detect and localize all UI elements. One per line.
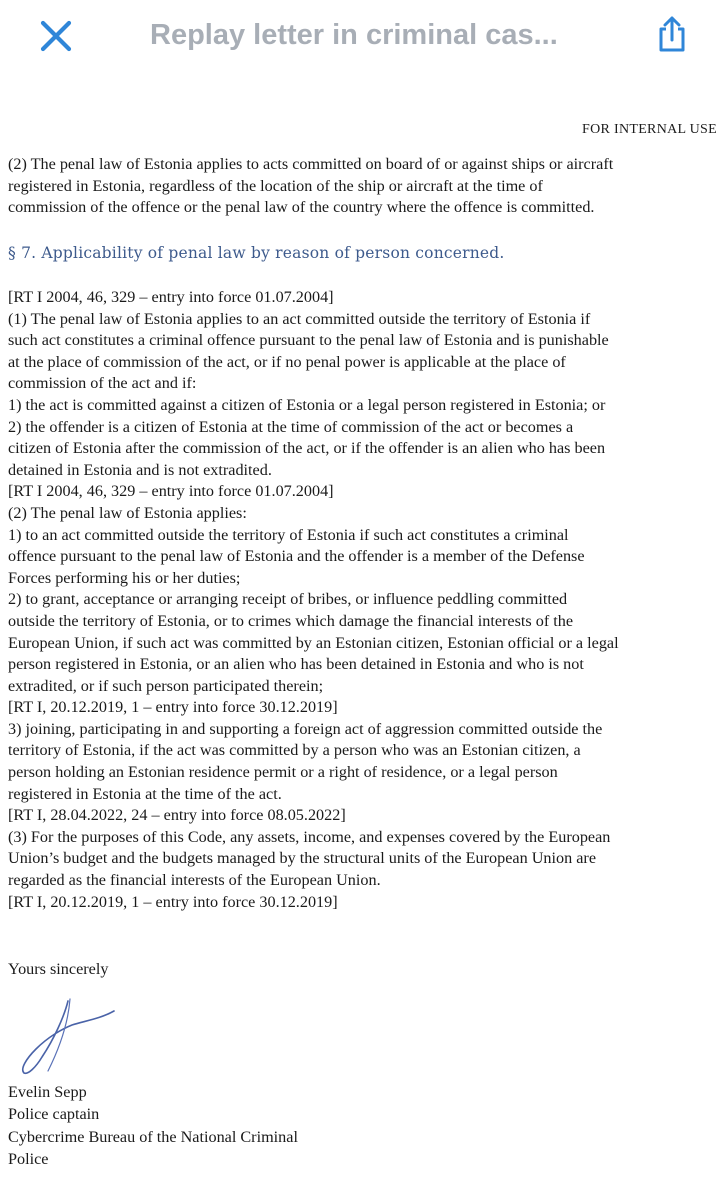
internal-use-label: FOR INTERNAL USE — [582, 122, 717, 137]
signature-icon — [10, 995, 130, 1085]
signer-unit-continued: Police — [8, 1150, 49, 1168]
paragraph-ships-aircraft: (2) The penal law of Estonia applies to acts committed on board of or against ships or aircraft registered in Estonia, regardless of the location of the ship or aircraft at the time of commission of the offence or the penal law of the country where the offence is committed. — [8, 155, 614, 217]
share-icon — [652, 14, 692, 54]
section-heading: § 7. Applicability of penal law by reason of person concerned. — [8, 244, 505, 262]
closing-text: Yours sincerely — [8, 960, 109, 978]
document-title: Replay letter in criminal cas... — [150, 19, 558, 51]
paragraph-person-concerned: [RT I 2004, 46, 329 – entry into force 01.07.2004] (1) The penal law of Estonia applies to an act committed outside the territory of Estonia if such act constitutes a criminal offence pursuant to the penal law of Estonia and is punishable at the place of commission of the act, or if no penal power is applicable at the place of commission of the act and if: 1) the act is committed against a citizen of Estonia or a legal person registered in Estonia; or 2) the offender is a citizen of Estonia at the time of commission of the act or becomes a citizen of Estonia after the commission of the act, or if the offender is an alien who has been detained in Estonia and is not extradited. [RT I 2004, 46, 329 – entry into force 01.07.2004] (2) The penal law of Estonia applies: 1) to an act committed outside the territory of Estonia if such act constitutes a criminal offence pursuant to the penal law of Estonia and the offender is a member of the Defense Forces performing his or her duties; 2) to grant, acceptance or arranging receipt of bribes, or influence peddling committed outside the territory of Estonia, or to crimes which damage the financial interests of the European Union, if such act was committed by an Estonian citizen, Estonian official or a legal person registered in Estonia, or an alien who has been detained in Estonia and who is not extradited, or if such person participated therein; [RT I, 20.12.2019, 1 – entry into force 30.12.2019] 3) joining, participating in and supporting a foreign act of aggression committed outside the territory of Estonia, if the act was committed by a person who was an Estonian citizen, a person holding an Estonian residence permit or a right of residence, or a legal person registered in Estonia at the time of the act. [RT I, 28.04.2022, 24 – entry into force 08.05.2022] (3) For the purposes of this Code, any assets, income, and expenses covered by the European Union’s budget and the budgets managed by the structural units of the European Union are regarded as the financial interests of the European Union. [RT I, 20.12.2019, 1 – entry into force 30.12.2019] — [8, 288, 619, 911]
document-page — [0, 70, 725, 1200]
close-button[interactable] — [38, 18, 74, 54]
top-bar — [0, 0, 725, 70]
signer-name: Evelin Sepp — [8, 1083, 87, 1101]
share-button[interactable] — [652, 14, 692, 54]
signature-image — [10, 995, 130, 1085]
close-icon — [38, 18, 74, 54]
signer-rank: Police captain — [8, 1105, 100, 1123]
signer-unit: Cybercrime Bureau of the National Criminal — [8, 1128, 298, 1146]
